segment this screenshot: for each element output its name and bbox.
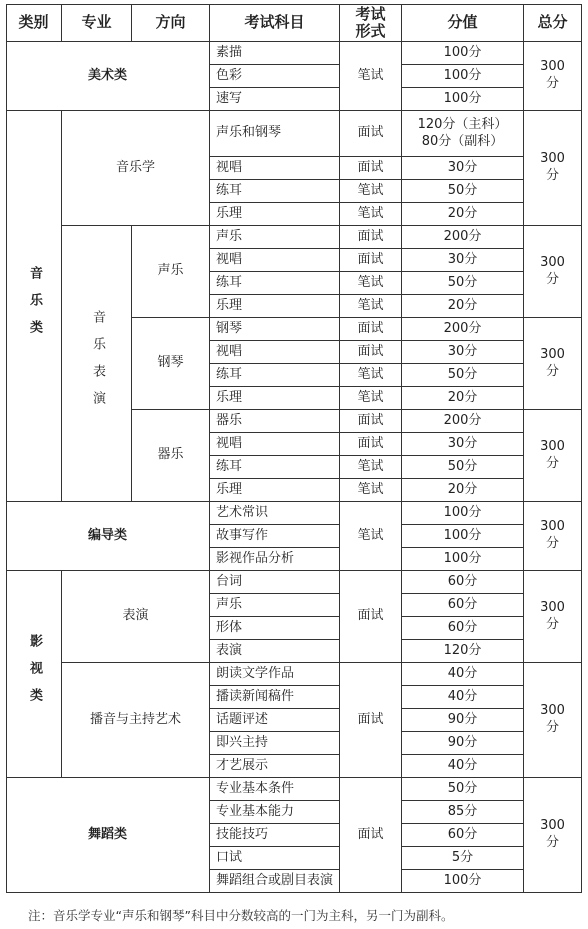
score-cell: 20分 (402, 479, 524, 502)
subject-cell: 影视作品分析 (210, 548, 340, 571)
subject-cell: 练耳 (210, 180, 340, 203)
header-major: 专业 (62, 4, 132, 42)
category-music: 音乐类 (6, 111, 62, 502)
score-line: 80分（副科） (421, 133, 504, 149)
subject-cell: 形体 (210, 617, 340, 640)
score-cell: 200分 (402, 410, 524, 433)
total-score-cell: 300分 (524, 502, 582, 571)
major-acting: 表演 (62, 571, 210, 663)
score-cell: 90分 (402, 732, 524, 755)
score-cell: 60分 (402, 594, 524, 617)
exam-format-cell: 面试 (340, 410, 402, 433)
category-directing: 编导类 (6, 502, 210, 571)
exam-format-cell: 面试 (340, 249, 402, 272)
score-cell: 5分 (402, 847, 524, 870)
score-cell: 20分 (402, 295, 524, 318)
header-subject: 考试科目 (210, 4, 340, 42)
exam-format-cell: 笔试 (340, 295, 402, 318)
exam-format-cell: 笔试 (340, 180, 402, 203)
score-cell: 50分 (402, 778, 524, 801)
score-cell: 100分 (402, 525, 524, 548)
direction-piano: 钢琴 (132, 318, 210, 410)
exam-format-cell: 笔试 (340, 479, 402, 502)
score-cell: 60分 (402, 617, 524, 640)
score-cell: 100分 (402, 65, 524, 88)
exam-format-cell: 面试 (340, 226, 402, 249)
total-score-cell: 300分 (524, 42, 582, 111)
subject-cell: 话题评述 (210, 709, 340, 732)
score-cell: 50分 (402, 456, 524, 479)
header-exam-format (340, 4, 402, 42)
total-score-cell: 300分 (524, 571, 582, 663)
subject-cell: 故事写作 (210, 525, 340, 548)
score-line: 120分（主科） (417, 117, 508, 133)
subject-cell: 专业基本条件 (210, 778, 340, 801)
score-cell: 60分 (402, 571, 524, 594)
exam-format-cell: 面试 (340, 157, 402, 180)
score-cell: 40分 (402, 663, 524, 686)
score-cell: 100分 (402, 548, 524, 571)
subject-cell: 视唱 (210, 249, 340, 272)
exam-format-cell: 面试 (340, 111, 402, 157)
subject-cell: 练耳 (210, 364, 340, 387)
subject-cell: 台词 (210, 571, 340, 594)
score-cell: 90分 (402, 709, 524, 732)
score-cell: 40分 (402, 755, 524, 778)
subject-cell: 声乐 (210, 226, 340, 249)
exam-format-cell: 笔试 (340, 272, 402, 295)
score-cell: 50分 (402, 272, 524, 295)
subject-cell: 速写 (210, 88, 340, 111)
total-score-cell: 300分 (524, 410, 582, 502)
exam-format-cell: 笔试 (340, 502, 402, 571)
total-score-cell: 300分 (524, 318, 582, 410)
direction-vocal: 声乐 (132, 226, 210, 318)
header-format-line1: 考试 (355, 5, 386, 23)
exam-format-cell: 笔试 (340, 456, 402, 479)
subject-cell: 乐理 (210, 479, 340, 502)
score-cell: 100分 (402, 502, 524, 525)
score-cell: 30分 (402, 433, 524, 456)
subject-cell: 练耳 (210, 272, 340, 295)
score-cell: 50分 (402, 180, 524, 203)
score-cell: 200分 (402, 226, 524, 249)
subject-cell: 乐理 (210, 295, 340, 318)
exam-format-cell: 面试 (340, 571, 402, 663)
score-cell: 100分 (402, 42, 524, 65)
total-score-cell: 300分 (524, 226, 582, 318)
subject-cell: 器乐 (210, 410, 340, 433)
exam-format-cell: 笔试 (340, 364, 402, 387)
category-film: 影视类 (6, 571, 62, 778)
major-musicology: 音乐学 (62, 111, 210, 226)
subject-cell: 艺术常识 (210, 502, 340, 525)
score-cell: 100分 (402, 88, 524, 111)
total-score-cell: 300分 (524, 111, 582, 226)
subject-cell: 视唱 (210, 341, 340, 364)
major-music-performance: 音乐表演 (62, 226, 132, 502)
subject-cell: 即兴主持 (210, 732, 340, 755)
subject-cell: 才艺展示 (210, 755, 340, 778)
header-total: 总分 (524, 4, 582, 42)
score-cell: 20分 (402, 387, 524, 410)
exam-format-cell: 面试 (340, 663, 402, 778)
exam-format-cell: 面试 (340, 778, 402, 893)
exam-format-cell: 面试 (340, 341, 402, 364)
subject-cell: 素描 (210, 42, 340, 65)
score-cell: 30分 (402, 341, 524, 364)
subject-cell: 播读新闻稿件 (210, 686, 340, 709)
total-score-cell: 300分 (524, 778, 582, 893)
subject-cell: 钢琴 (210, 318, 340, 341)
subject-cell: 声乐 (210, 594, 340, 617)
score-cell: 30分 (402, 249, 524, 272)
header-category: 类别 (6, 4, 62, 42)
exam-format-cell: 面试 (340, 318, 402, 341)
score-cell: 40分 (402, 686, 524, 709)
subject-cell: 声乐和钢琴 (210, 111, 340, 157)
subject-cell: 视唱 (210, 157, 340, 180)
subject-cell: 练耳 (210, 456, 340, 479)
total-score-cell: 300分 (524, 663, 582, 778)
header-score: 分值 (402, 4, 524, 42)
score-cell: 50分 (402, 364, 524, 387)
score-cell: 60分 (402, 824, 524, 847)
score-cell: 30分 (402, 157, 524, 180)
score-cell: 200分 (402, 318, 524, 341)
subject-cell: 技能技巧 (210, 824, 340, 847)
subject-cell: 舞蹈组合或剧目表演 (210, 870, 340, 893)
header-direction: 方向 (132, 4, 210, 42)
score-cell (402, 111, 524, 157)
exam-format-cell: 笔试 (340, 42, 402, 111)
subject-cell: 表演 (210, 640, 340, 663)
category-fine-art: 美术类 (6, 42, 210, 111)
major-broadcasting: 播音与主持艺术 (62, 663, 210, 778)
header-format-line2: 形式 (355, 21, 386, 40)
subject-cell: 口试 (210, 847, 340, 870)
score-cell: 100分 (402, 870, 524, 893)
score-cell: 120分 (402, 640, 524, 663)
score-cell: 85分 (402, 801, 524, 824)
subject-cell: 乐理 (210, 387, 340, 410)
exam-format-cell: 笔试 (340, 387, 402, 410)
score-cell: 20分 (402, 203, 524, 226)
subject-cell: 专业基本能力 (210, 801, 340, 824)
table-footnote: 注：音乐学专业“声乐和钢琴”科目中分数较高的一门为主科，另一门为副科。 (28, 908, 454, 923)
subject-cell: 色彩 (210, 65, 340, 88)
subject-cell: 朗读文学作品 (210, 663, 340, 686)
category-dance: 舞蹈类 (6, 778, 210, 893)
exam-format-cell: 笔试 (340, 203, 402, 226)
exam-format-cell: 面试 (340, 433, 402, 456)
subject-cell: 乐理 (210, 203, 340, 226)
subject-cell: 视唱 (210, 433, 340, 456)
direction-instrument: 器乐 (132, 410, 210, 502)
